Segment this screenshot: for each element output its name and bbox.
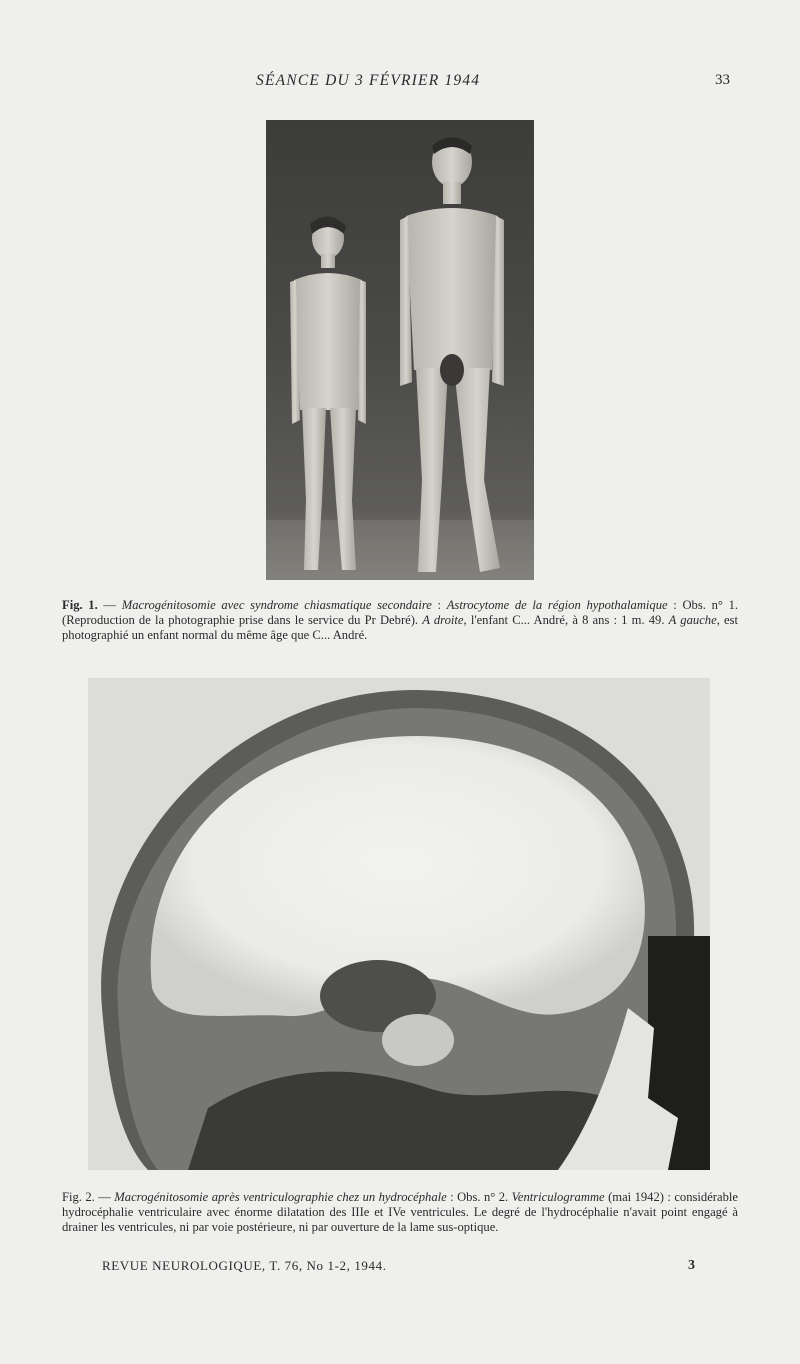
figure-1-diagnosis: Astrocytome de la région hypothalamique: [446, 598, 668, 612]
figure-2-title: Macrogénitosomie après ventriculographie chez un hydrocéphale: [114, 1190, 447, 1204]
figure-1-title: Macrogénitosomie avec syndrome chiasmatique secondaire: [121, 598, 432, 612]
figure-2-caption: [62, 1190, 738, 1235]
running-head: SÉANCE DU 3 FÉVRIER 1944: [256, 72, 481, 89]
figure-2-text-1: : Obs. n° 2.: [446, 1190, 512, 1204]
journal-citation: REVUE NEUROLOGIQUE, T. 76, No 1-2, 1944.: [102, 1258, 387, 1273]
figure-1-photograph: [266, 120, 534, 580]
figure-1-image: [266, 120, 534, 580]
figure-1-dash: —: [97, 598, 122, 612]
figure-2-image: [88, 678, 710, 1170]
figure-2-ventriculogram-label: Ventriculogramme: [511, 1190, 605, 1204]
left-child-figure: [290, 218, 366, 570]
fourth-ventricle: [382, 1014, 454, 1066]
figure-1-text-1: : Obs. n° 1. (Reproduction de la photographie prise dans le service du Pr Debré).: [62, 598, 739, 627]
figure-1-caption: [62, 598, 738, 643]
page-number: 33: [715, 72, 730, 88]
figure-1-colon: :: [431, 598, 447, 612]
figure-1-right-label: A droite: [422, 613, 464, 627]
figure-2-text-2: (mai 1942) : considérable hydrocéphalie ventriculaire avec énorme dilatation des IIIe et IVe ventricules. Le degré de l'hydrocéphalie n'avait point engagé à drainer les ventricules, ni par voie postérieure, ni par ouverture de la lame sus-optique.: [62, 1190, 738, 1234]
figure-1-text-3: , est photographié un enfant normal du même âge que C... André.: [62, 613, 738, 642]
figure-2-ventriculogram: [88, 678, 710, 1170]
figure-1-text-2: , l'enfant C... André, à 8 ans : 1 m. 49.: [463, 613, 669, 627]
figure-2-label: Fig. 2.: [62, 1190, 95, 1204]
sheet-number: 3: [688, 1258, 695, 1273]
figure-1-label: Fig. 1.: [62, 598, 98, 612]
right-child-shadow: [440, 354, 464, 386]
figure-1-left-label: A gauche: [668, 613, 717, 627]
figure-2-dash: —: [94, 1190, 115, 1204]
